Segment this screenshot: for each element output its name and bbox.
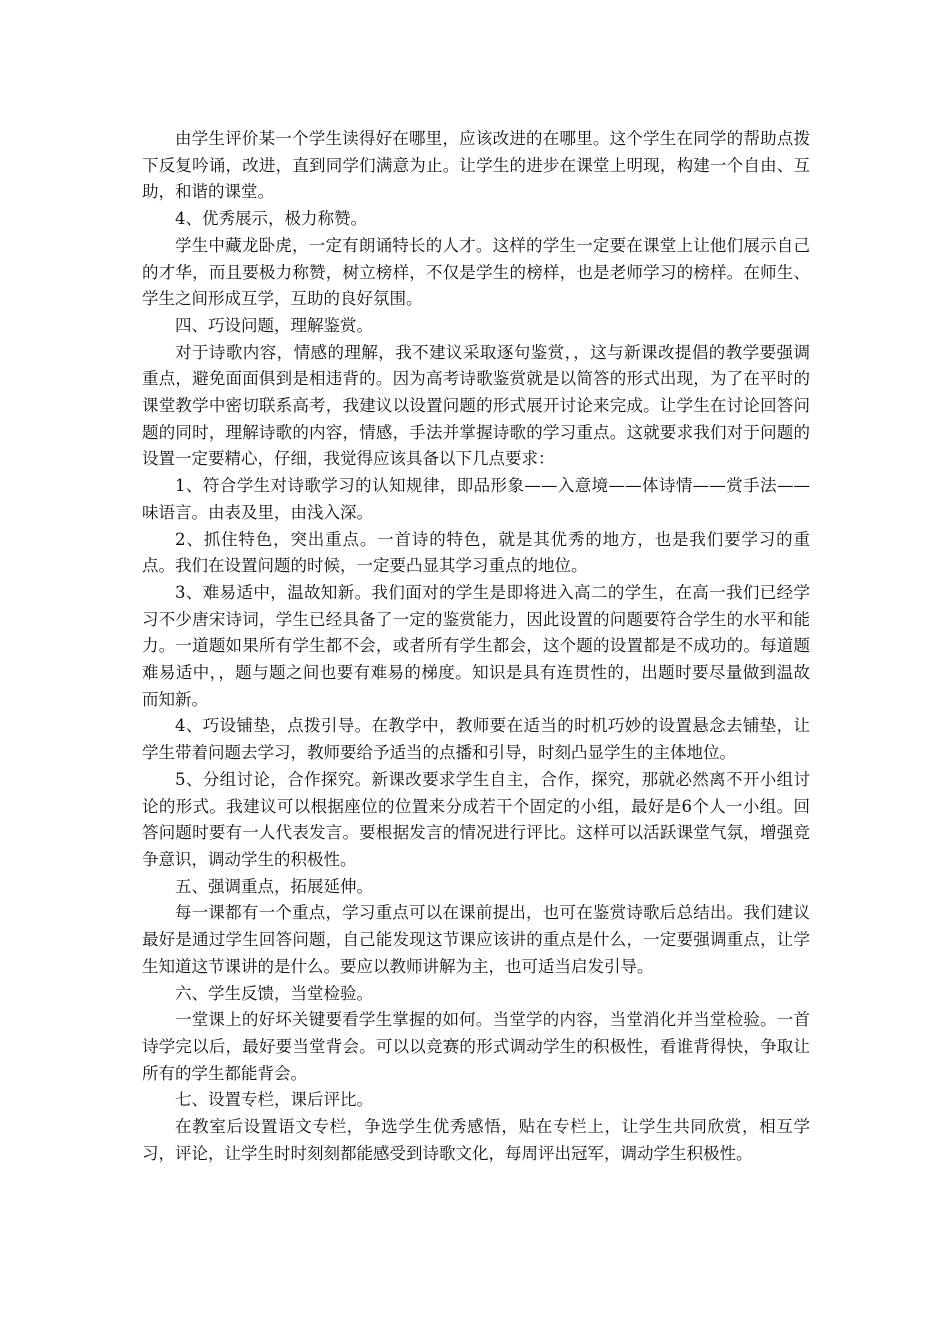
paragraph-requirement-4: 4、巧设铺垫，点拨引导。在教学中，教师要在适当的时机巧妙的设置悬念去铺垫，让学生带着问题去学习，教师要给予适当的点播和引导，时刻凸显学生的主体地位。	[142, 716, 810, 763]
heading-section-4: 四、巧设问题，理解鉴赏。	[175, 315, 373, 335]
paragraph-feedback: 一堂课上的好坏关键要看学生掌握的如何。当堂学的内容，当堂消化并当堂检验。一首诗学完以后，最好要当堂背会。可以以竞赛的形式调动学生的积极性，看谁背得快，争取让所有的学生都能背会。	[142, 1010, 810, 1083]
paragraph-peer-evaluation: 由学生评价某一个学生读得好在哪里，应该改进的在哪里。这个学生在同学的帮助点拨下反复吟诵，改进，直到同学们满意为止。让学生的进步在课堂上明现，构建一个自由、互助，和谐的课堂。	[142, 129, 810, 202]
paragraph-requirement-1: 1、符合学生对诗歌学习的认知规律，即品形象——入意境——体诗情——赏手法——味语言。由表及里，由浅入深。	[142, 476, 810, 522]
paragraph-key-points: 每一课都有一个重点，学习重点可以在课前提出，也可在鉴赏诗歌后总结出。我们建议最好是通过学生回答问题，自己能发现这节课应该讲的重点是什么，一定要强调重点，让学生知道这节课讲的是什么。要应以教师讲解为主，也可适当启发引导。	[142, 903, 810, 976]
document-page	[142, 126, 810, 1167]
paragraph-column: 在教室后设置语文专栏，争选学生优秀感悟，贴在专栏上，让学生共同欣赏，相互学习，评论，让学生时时刻刻都能感受到诗歌文化，每周评出冠军，调动学生积极性。	[142, 1117, 810, 1163]
heading-section-5: 五、强调重点，拓展延伸。	[175, 876, 373, 896]
paragraph-showcase: 学生中藏龙卧虎，一定有朗诵特长的人才。这样的学生一定要在课堂上让他们展示自己的才华，而且要极力称赞，树立榜样，不仅是学生的榜样，也是老师学习的榜样。在师生、学生之间形成互学，互助的良好氛围。	[142, 235, 810, 309]
heading-showcase: 4、优秀展示，极力称赞。	[175, 209, 367, 229]
heading-section-7: 七、设置专栏，课后评比。	[175, 1090, 373, 1110]
paragraph-requirement-3: 3、难易适中，温故知新。我们面对的学生是即将进入高二的学生，在高一我们已经学习不少唐宋诗词，学生已经具备了一定的鉴赏能力，因此设置的问题要符合学生的水平和能力。一道题如果所有学生都不会，或者所有学生都会，这个题的设置都是不成功的。每道题难易适中，，题与题之间也要有难易的梯度。知识是具有连贯性的，出题时要尽量做到温故而知新。	[142, 582, 810, 709]
paragraph-questions-intro: 对于诗歌内容，情感的理解，我不建议采取逐句鉴赏，，这与新课改提倡的教学要强调重点，避免面面俱到是相违背的。因为高考诗歌鉴赏就是以简答的形式出现，为了在平时的课堂教学中密切联系高考，我建议以设置问题的形式展开讨论来完成。让学生在讨论回答问题的同时，理解诗歌的内容，情感，手法并掌握诗歌的学习重点。这就要求我们对于问题的设置一定要精心，仔细，我觉得应该具备以下几点要求：	[142, 342, 810, 469]
heading-section-6: 六、学生反馈，当堂检验。	[175, 983, 373, 1003]
paragraph-requirement-2: 2、抓住特色，突出重点。一首诗的特色，就是其优秀的地方，也是我们要学习的重点。我们在设置问题的时候，一定要凸显其学习重点的地位。	[142, 529, 810, 576]
paragraph-requirement-5: 5、分组讨论，合作探究。新课改要求学生自主，合作，探究，那就必然离不开小组讨论的形式。我建议可以根据座位的位置来分成若干个固定的小组，最好是6个人一小组。回答问题时要有一人代表发言。要根据发言的情况进行评比。这样可以活跃课堂气氛，增强竞争意识，调动学生的积极性。	[142, 769, 810, 869]
